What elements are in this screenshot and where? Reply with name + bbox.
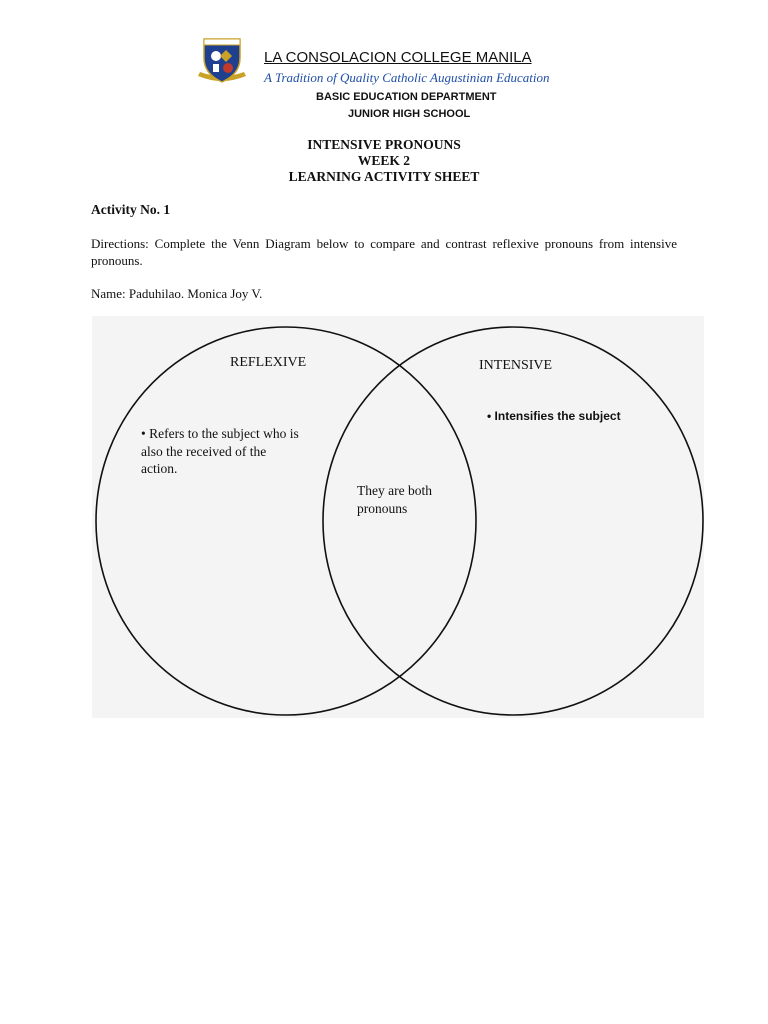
student-name: Name: Paduhilao. Monica Joy V. <box>91 286 263 301</box>
intensive-circle <box>323 327 703 715</box>
activity-heading: Activity No. 1 <box>91 202 171 217</box>
college-tagline: A Tradition of Quality Catholic Augustinian Education <box>264 70 550 85</box>
college-name: LA CONSOLACION COLLEGE MANILA <box>264 49 532 66</box>
sheet-title-week: WEEK 2 <box>357 153 411 168</box>
school-level: JUNIOR HIGH SCHOOL <box>348 108 471 120</box>
sheet-title-topic: INTENSIVE PRONOUNS <box>307 137 461 152</box>
department-name: BASIC EDUCATION DEPARTMENT <box>316 91 497 103</box>
overlap-note: They are both pronouns <box>357 483 432 516</box>
reflexive-note: • Refers to the subject who is also the received of the action. <box>141 426 299 476</box>
activity-directions: Directions: Complete the Venn Diagram below to compare and contrast reflexive pronouns from intensive pronouns. <box>91 236 677 268</box>
reflexive-circle <box>96 327 476 715</box>
intensive-label: INTENSIVE <box>479 358 553 373</box>
intensive-note: • Intensifies the subject <box>487 409 621 423</box>
reflexive-label: REFLEXIVE <box>230 355 307 370</box>
sheet-title-type: LEARNING ACTIVITY SHEET <box>288 169 480 184</box>
